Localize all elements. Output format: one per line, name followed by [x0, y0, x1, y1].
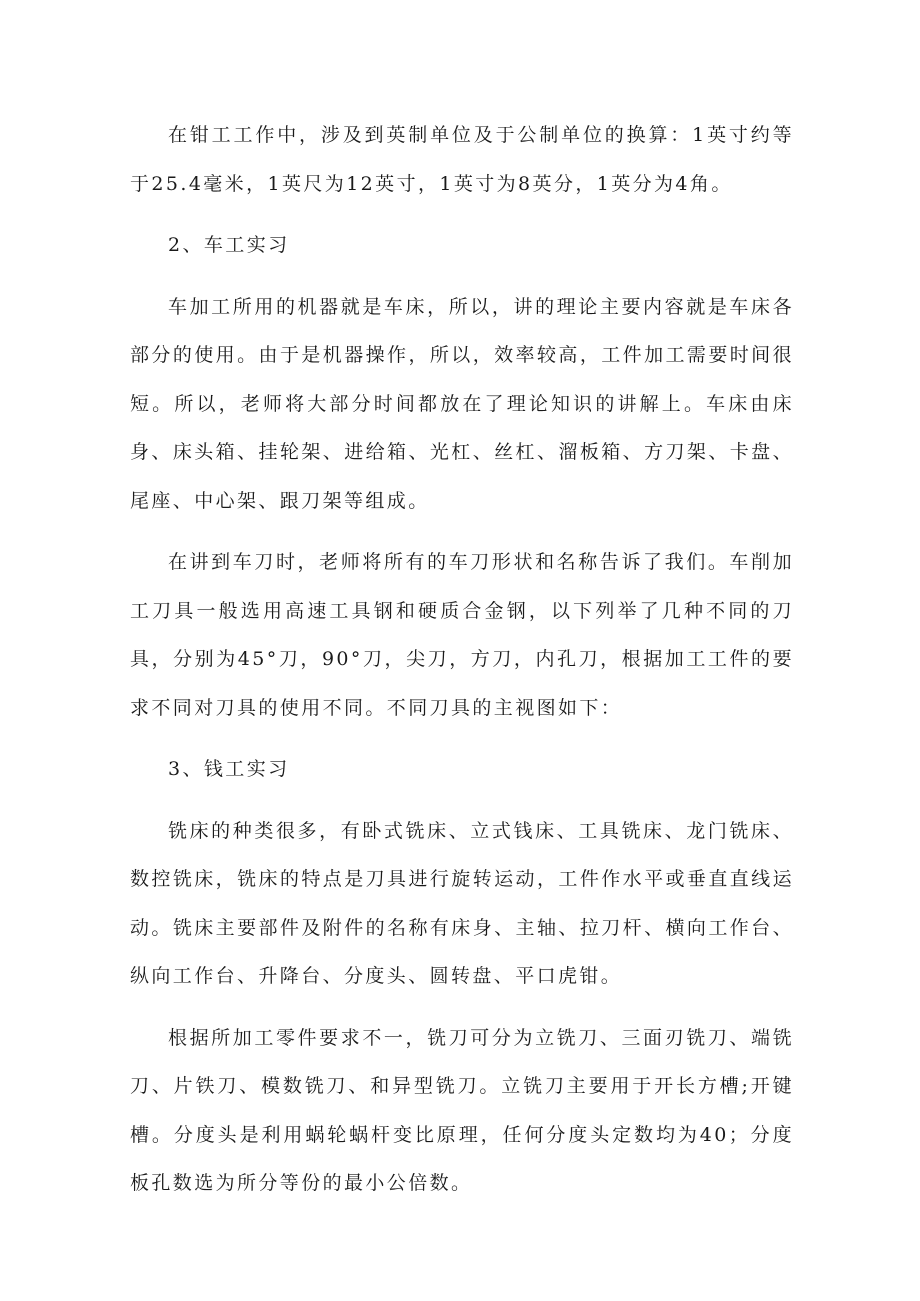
- section-heading-milling: 3、钱工实习: [168, 758, 290, 780]
- paragraph-milling-cutters: 根据所加工零件要求不一，铣刀可分为立铣刀、三面刃铣刀、端铣刀、片铁刀、模数铣刀、和异型铣刀。立铣刀主要用于开长方槽;开键槽。分度头是利用蜗轮蜗杆变比原理，任何分度头定数均为40；分度板孔数选为所分等份的最小公倍数。: [130, 1026, 794, 1194]
- paragraph-unit-conversion: 在钳工工作中，涉及到英制单位及于公制单位的换算：1英寸约等于25.4毫米，1英尺为12英寸，1英寸为8英分，1英分为4角。: [130, 124, 794, 195]
- document-body: [130, 111, 794, 1221]
- section-heading-turning: 2、车工实习: [168, 234, 290, 256]
- paragraph-milling-machines: 铣床的种类很多，有卧式铣床、立式钱床、工具铣床、龙门铣床、数控铣床，铣床的特点是刀具进行旋转运动，工件作水平或垂直直线运动。铣床主要部件及附件的名称有床身、主轴、拉刀杆、横向工作台、纵向工作台、升降台、分度头、圆转盘、平口虎钳。: [130, 819, 794, 987]
- paragraph-lathe-parts: 车加工所用的机器就是车床，所以，讲的理论主要内容就是车床各部分的使用。由于是机器操作，所以，效率较高，工件加工需要时间很短。所以，老师将大部分时间都放在了理论知识的讲解上。车床由床身、床头箱、挂轮架、进给箱、光杠、丝杠、溜板箱、方刀架、卡盘、尾座、中心架、跟刀架等组成。: [130, 295, 794, 512]
- paragraph-turning-tools: 在讲到车刀时，老师将所有的车刀形状和名称告诉了我们。车削加工刀具一般选用高速工具钢和硬质合金钢，以下列举了几种不同的刀具，分别为45°刀，90°刀，尖刀，方刀，内孔刀，根据加工工件的要求不同对刀具的使用不同。不同刀具的主视图如下：: [130, 551, 794, 719]
